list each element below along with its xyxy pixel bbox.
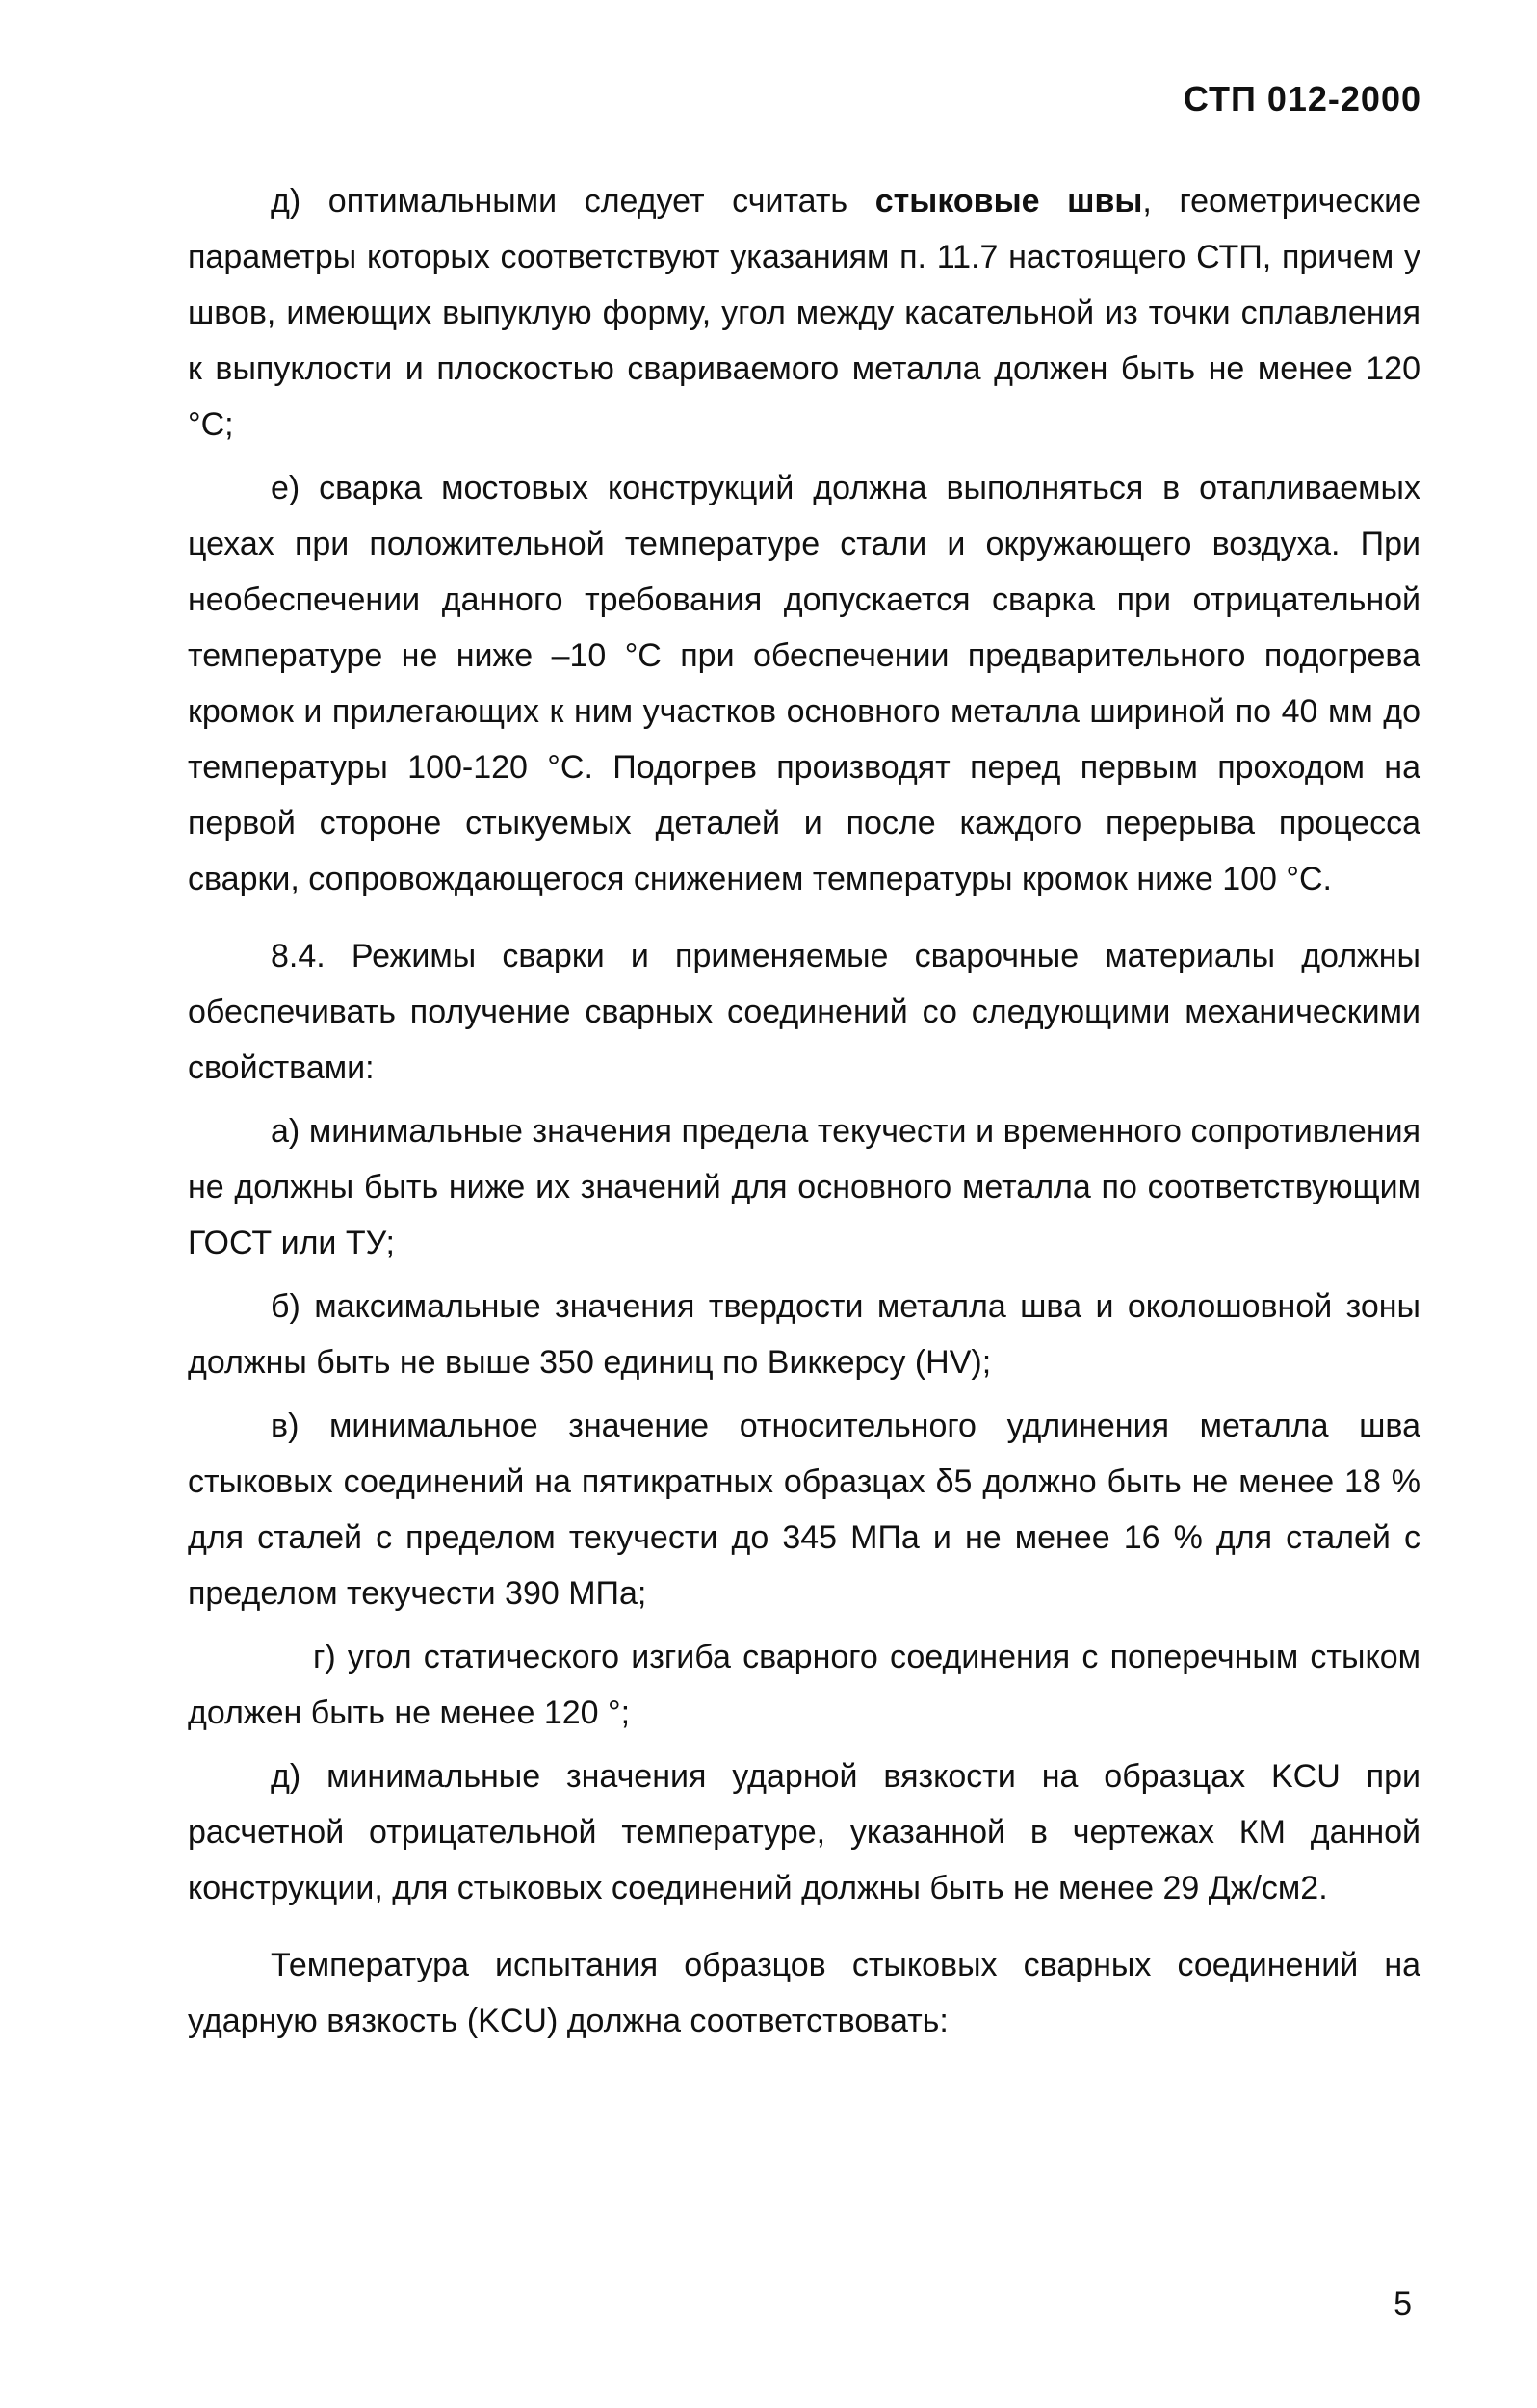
paragraph-v-elongation: в) минимальное значение относительного удлинения металла шва стыковых соединений на пятикратных образцах δ5 должно быть не менее 18 % для сталей с пределом текучести до 345 МПа и не менее 16 % для сталей с пределом текучести 390 МПа; xyxy=(188,1408,1420,1612)
page-number: 5 xyxy=(1394,2286,1412,2322)
paragraph-b-hardness: б) максимальные значения твердости металла шва и околошовной зоны должны быть не выше 350 единиц по Виккерсу (HV); xyxy=(188,1288,1420,1381)
paragraph-d-impact-strength: д) минимальные значения ударной вязкости на образцах KCU при расчетной отрицательной температуре, указанной в чертежах КМ данной конструкции, для стыковых соединений должны быть не менее 29 Дж/см2. xyxy=(188,1758,1420,1906)
paragraph-e-welding-conditions: е) сварка мостовых конструкций должна выполняться в отапливаемых цехах при положительной температуре стали и окружающего воздуха. При необеспечении данного требования допускается сварка при отрицательной температуре не ниже –10 °С при обеспечении предварительного подогрева кромок и прилегающих к ним участков основного металла шириной по 40 мм до температуры 100-120 °С. Подогрев производят перед первым проходом на первой стороне стыкуемых деталей и после каждого перерыва процесса сварки, сопровождающегося снижением температуры кромок ниже 100 °С. xyxy=(188,470,1420,897)
page-body xyxy=(188,173,1420,2057)
butt-welds-term: стыковые швы xyxy=(874,183,1143,220)
paragraph-8-4: 8.4. Режимы сварки и применяемые сварочные материалы должны обеспечивать получение сварных соединений со следующими механическими свойствами: xyxy=(188,938,1420,1086)
paragraph-a-yield-strength: а) минимальные значения предела текучести и временного сопротивления не должны быть ниже их значений для основного металла по соответствующим ГОСТ или ТУ; xyxy=(188,1113,1420,1261)
paragraph-d-rest: , геометрические параметры которых соответствуют указаниям п. 11.7 настоящего СТП, причем у швов, имеющих выпуклую форму, угол между касательной из точки сплавления к выпуклости и плоскостью свариваемого металла должен быть не менее 120 °С; xyxy=(188,183,1420,443)
paragraph-g-bend-angle: г) угол статического изгиба сварного соединения с поперечным стыком должен быть не менее 120 °; xyxy=(188,1639,1420,1731)
paragraph-test-temperature: Температура испытания образцов стыковых сварных соединений на ударную вязкость (KCU) должна соответствовать: xyxy=(188,1947,1420,2039)
paragraph-d-butt-welds xyxy=(188,173,1420,453)
paragraph-d-lead: д) оптимальными следует считать xyxy=(271,183,875,220)
document-code-header: СТП 012-2000 xyxy=(1183,79,1421,118)
